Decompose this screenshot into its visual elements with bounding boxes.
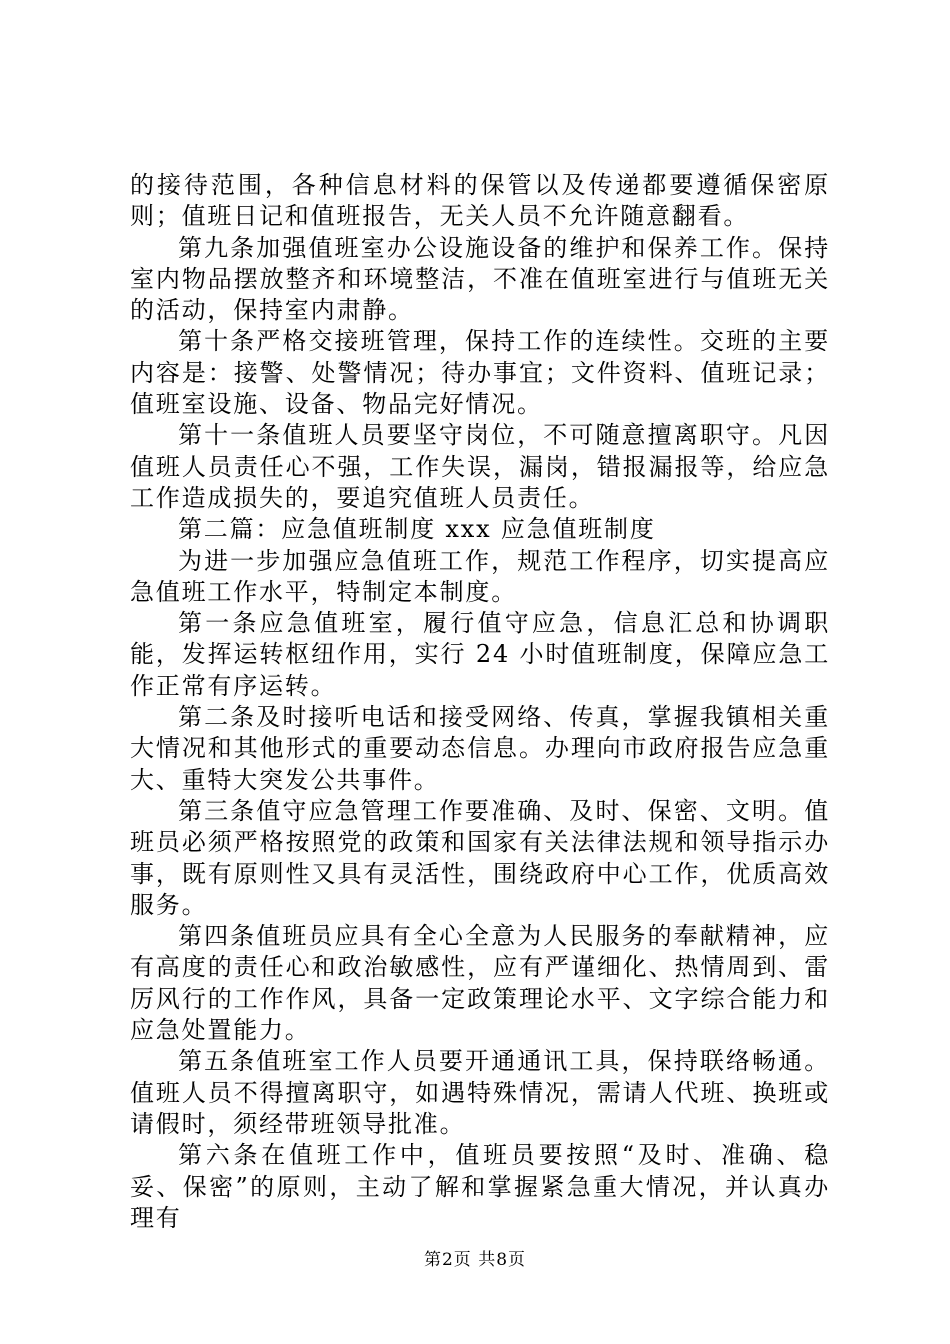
paragraph-article-4: 第四条值班员应具有全心全意为人民服务的奉献精神，应有高度的责任心和政治敏感性，应有严谨细化、热情周到、雷厉风行的工作作风，具备一定政策理论水平、文字综合能力和应急处置能力。 xyxy=(130,922,830,1045)
paragraph-article-2: 第二条及时接听电话和接受网络、传真，掌握我镇相关重大情况和其他形式的重要动态信息。办理向市政府报告应急重大、重特大突发公共事件。 xyxy=(130,703,830,794)
paragraph-article-11: 第十一条值班人员要坚守岗位，不可随意擅离职守。凡因值班人员责任心不强，工作失误，漏岗，错报漏报等，给应急工作造成损失的，要追究值班人员责任。 xyxy=(130,421,830,512)
paragraph-article-5: 第五条值班室工作人员要开通通讯工具，保持联络畅通。值班人员不得擅离职守，如遇特殊情况，需请人代班、换班或请假时，须经带班领导批准。 xyxy=(130,1047,830,1138)
paragraph-continuation: 的接待范围，各种信息材料的保管以及传递都要遵循保密原则；值班日记和值班报告，无关人员不允许随意翻看。 xyxy=(130,171,830,231)
paragraph-article-3: 第三条值守应急管理工作要准确、及时、保密、文明。值班员必须严格按照党的政策和国家有关法律法规和领导指示办事，既有原则性又具有灵活性，围绕政府中心工作，优质高效服务。 xyxy=(130,796,830,919)
paragraph-article-6: 第六条在值班工作中，值班员要按照“及时、准确、稳妥、保密”的原则，主动了解和掌握紧急重大情况，并认真办理有 xyxy=(130,1141,830,1232)
paragraph-article-1: 第一条应急值班室，履行值守应急，信息汇总和协调职能，发挥运转枢纽作用，实行 24 小时值班制度，保障应急工作正常有序运转。 xyxy=(130,609,830,700)
paragraph-article-10: 第十条严格交接班管理，保持工作的连续性。交班的主要内容是：接警、处警情况；待办事宜；文件资料、值班记录；值班室设施、设备、物品完好情况。 xyxy=(130,327,830,419)
paragraph-intro: 为进一步加强应急值班工作，规范工作程序，切实提高应急值班工作水平，特制定本制度。 xyxy=(130,546,830,606)
section-heading-part-2: 第二篇：应急值班制度 xxx 应急值班制度 xyxy=(178,515,656,544)
paragraph-article-9: 第九条加强值班室办公设施设备的维护和保养工作。保持室内物品摆放整齐和环境整洁，不准在值班室进行与值班无关的活动，保持室内肃静。 xyxy=(130,233,830,325)
document-body xyxy=(130,170,830,1234)
page-number-footer: 第2页 共8页 xyxy=(423,1250,527,1270)
